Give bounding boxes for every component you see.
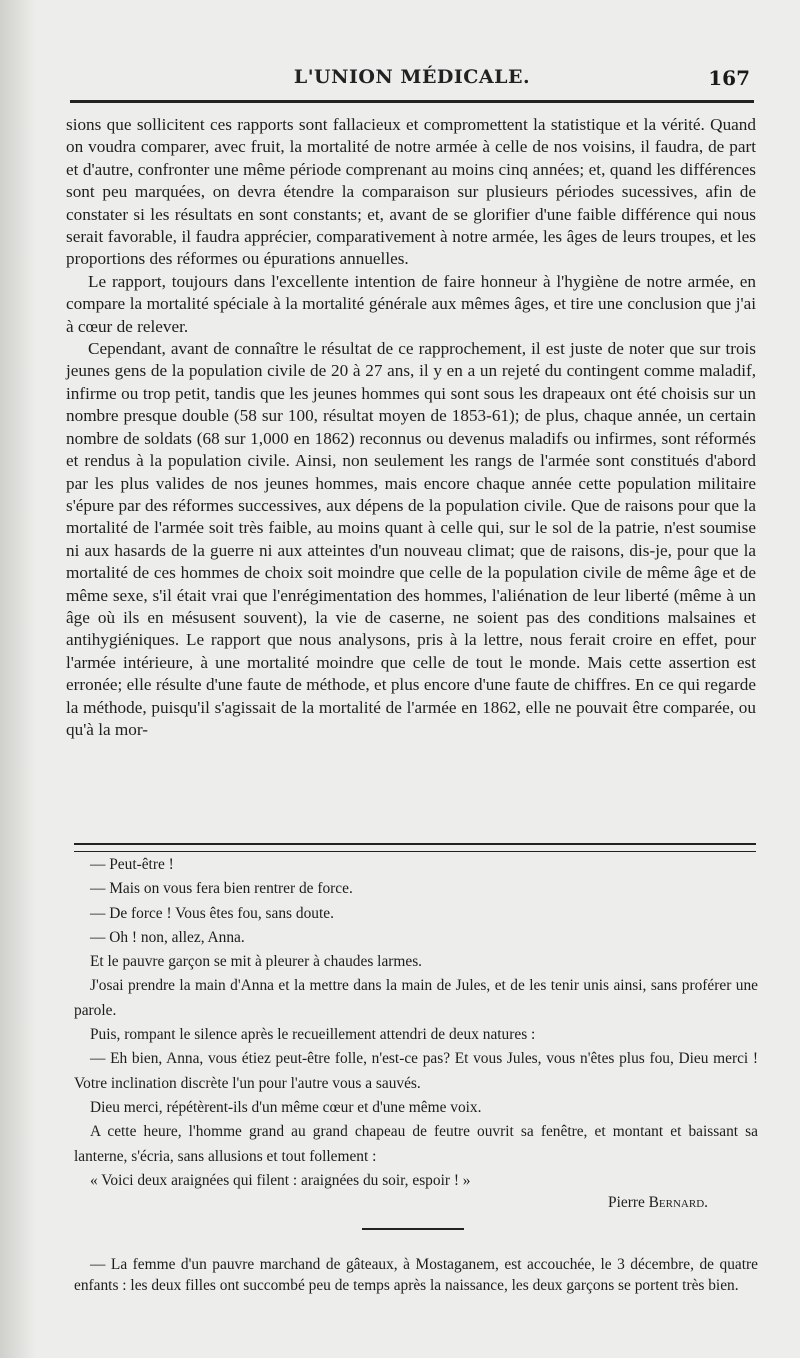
- header-rule: [70, 100, 754, 103]
- running-header: [70, 58, 754, 92]
- news-note-text: — La femme d'un pauvre marchand de gâteaux, à Mostaganem, est accouchée, le 3 décembre, de quatre enfants : les deux filles ont succombé peu de temps après la naissance, les deux garçons se portent très bien.: [74, 1256, 758, 1294]
- story-line: J'osai prendre la main d'Anna et la mettre dans la main de Jules, et de les tenir unis ainsi, sans proférer une parole.: [74, 977, 758, 1019]
- story-line: Dieu merci, répétèrent-ils d'un même cœur et d'une même voix.: [90, 1098, 482, 1116]
- article-paragraph-2: Le rapport, toujours dans l'excellente intention de faire honneur à l'hygiène de notre armée, en compare la mortalité spéciale à la mortalité générale aux mêmes âges, et tire une conclusion que j'ai à cœur de relever.: [66, 271, 756, 336]
- article-body: [66, 114, 756, 741]
- journal-title: L'UNION MÉDICALE.: [293, 66, 531, 88]
- story-line: « Voici deux araignées qui filent : araignées du soir, espoir ! »: [90, 1171, 471, 1189]
- story-line: A cette heure, l'homme grand au grand chapeau de feutre ouvrit sa fenêtre, et montant et baissant sa lanterne, s'écria, sans allusions et tout follement :: [74, 1123, 758, 1165]
- feuilleton-separator: [74, 843, 756, 852]
- signature-last-name: Bernard.: [648, 1194, 708, 1212]
- story-line: — Mais on vous fera bien rentrer de force.: [90, 880, 353, 898]
- story-line: — Peut-être !: [90, 856, 174, 873]
- story-line: — Oh ! non, allez, Anna.: [90, 928, 245, 946]
- story-line: — Eh bien, Anna, vous étiez peut-être folle, n'est-ce pas? Et vous Jules, vous n'êtes plus fou, Dieu merci ! Votre inclination discrète l'un pour l'autre vous a sauvés.: [74, 1050, 758, 1092]
- feuilleton-story: [74, 853, 758, 1213]
- note-separator: [362, 1228, 464, 1230]
- story-line: Et le pauvre garçon se mit à pleurer à chaudes larmes.: [90, 953, 423, 971]
- story-line: — De force ! Vous êtes fou, sans doute.: [90, 904, 334, 922]
- article-paragraph-1: sions que sollicitent ces rapports sont fallacieux et compromettent la statistique et la vérité. Quand on voudra comparer, avec fruit, la mortalité de notre armée à celle de nos voisins, il faudra, de part et d'autre, confronter une même période comprenant au moins cinq années; et, quand les différences sont peu marquées, on devra étendre la comparaison sur plusieurs périodes sucessives, afin de constater si les résultats en sont constants; et, avant de se glorifier d'une faible différence qui nous serait favorable, il faudra apprécier, comparativement à notre armée, les âges de leurs troupes, et les proportions des réformes ou épurations annuelles.: [66, 115, 756, 269]
- article-paragraph-3: Cependant, avant de connaître le résultat de ce rapprochement, il est juste de noter que sur trois jeunes gens de la population civile de 20 à 27 ans, il y en a un rejeté du contingent comme maladif, infirme ou trop petit, tandis que les jeunes hommes qui sont sous les drapeaux ont été choisis sur un nombre presque double (58 sur 100, résultat moyen de 1853-61); de plus, chaque année, un certain nombre de soldats (68 sur 1,000 en 1862) reconnus ou devenus maladifs ou infirmes, sont réformés et rendus à la population civile. Ainsi, non seulement les rangs de l'armée sont constitués d'abord par les plus valides de nos jeunes hommes, mais encore chaque année cette population militaire s'épure par des réformes successives, aux dépens de la population civile. Que de raisons pour que la mortalité de l'armée soit très faible, au moins quant à celle qui, sur le sol de la patrie, n'est soumise ni aux hasards de la guerre ni aux atteintes d'un nouveau climat; que de raisons, dis-je, pour que la mortalité de ces hommes de choix soit moindre que celle de la population civile de même âge et de même sexe, s'il était vrai que l'enrégimentation des hommes, l'aliénation de leur liberté (même à un âge où ils en mésusent souvent), la vie de caserne, ne soient pas des conditions malsaines et antihygiéniques. Le rapport que nous analysons, pris à la lettre, nous ferait croire en effet, pour l'armée intérieure, à une mortalité moindre que celle de tout le monde. Mais cette assertion est erronée; elle résulte d'une faute de méthode, et plus encore d'une faute de chiffres. En ce qui regarde la méthode, puisqu'il s'agissait de la mortalité de l'armée en 1862, elle ne pouvait être comparée, ou qu'à la mor-: [66, 339, 756, 739]
- page-number: 167: [708, 66, 750, 90]
- signature-first-name: Pierre: [608, 1194, 645, 1212]
- story-line: Puis, rompant le silence après le recueillement attendri de deux natures :: [90, 1026, 536, 1044]
- page-gutter-shadow: [0, 0, 36, 1358]
- news-note: [74, 1254, 758, 1296]
- author-signature: [74, 1193, 708, 1213]
